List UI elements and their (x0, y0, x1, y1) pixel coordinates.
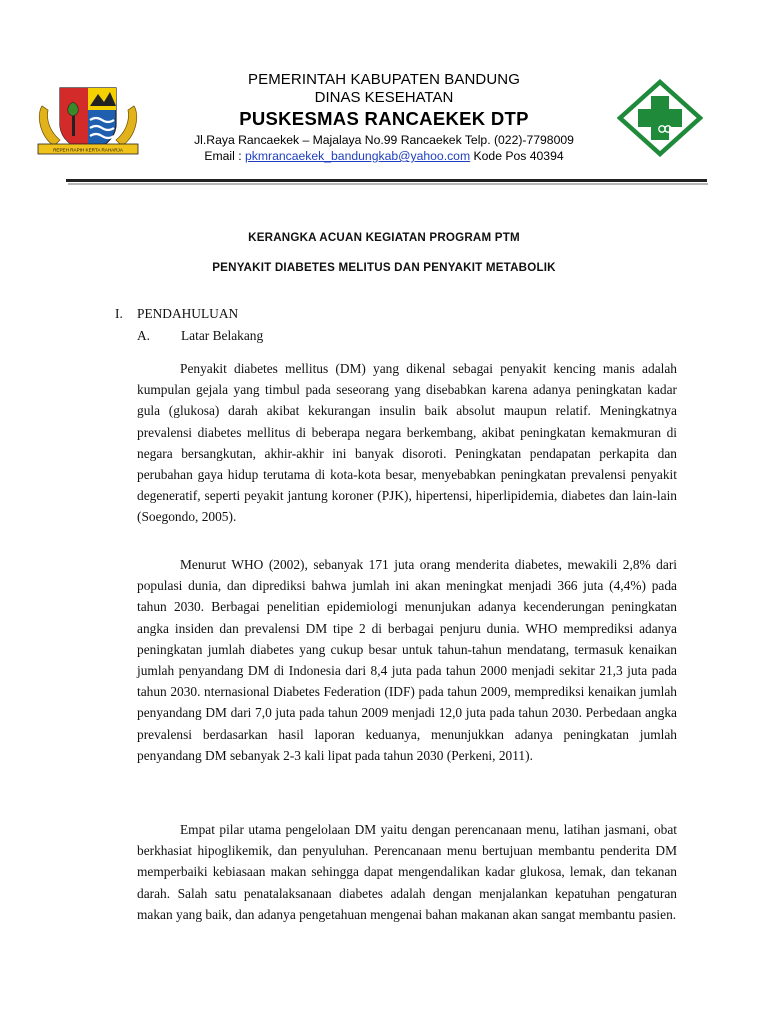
paragraph: Penyakit diabetes mellitus (DM) yang dikenal sebagai penyakit kencing manis adalah kumpulan gejala yang timbul pada seseorang yang disebabkan karena adanya peningkatan kadar gula (glukosa) darah akibat kekurangan insulin baik absolut maupun relatif. Meningkatnya prevalensi diabetes mellitus di beberapa negara berkembang, akibat peningkatan kemakmuran di negara bersangkutan, akhir-akhir ini banyak disoroti. Peningkatan pendapatan perkapita dan perubahan gaya hidup terutama di kota-kota besar, menyebabkan peningkatan prevalensi penyakit degeneratif, seperti peyakit jantung koroner (PJK), hipertensi, hiperlipidemia, diabetes dan lain-lain (Soegondo, 2005). (137, 361, 677, 525)
puskesmas-emblem-logo (617, 79, 703, 157)
letterhead-department: DINAS KESEHATAN (314, 89, 454, 106)
paragraph: Menurut WHO (2002), sebanyak 171 juta orang menderita diabetes, mewakili 2,8% dari populasi dunia, dan diprediksi bahwa jumlah ini akan meningkat menjadi 366 juta (4,4%) pada tahun 2030. Berbagai penelitian epidemiologi menunjukan adanya kecenderungan peningkatan angka insiden dan prevalensi DM tipe 2 di berbagai penjuru dunia. WHO memprediksi adanya peningkatan jumlah diabetes yang cukup besar untuk tahun-tahun mendatang, termasuk kenaikan jumlah penyandang DM di Indonesia dari 8,4 juta pada tahun 2000 menjadi sekitar 21,3 juta pada tahun 2030. nternasional Diabetes Federation (IDF) pada tahun 2009, memprediksi kenaikan jumlah penyandang DM dari 7,0 juta pada tahun 2009 menjadi 12,0 juta pada tahun 2030. Perbedaan angka prevalensi berdasarkan hasil laporan keduanya, menunjukkan adanya peningkatan jumlah penyandang DM sebanyak 2-3 kali lipat pada tahun 2030 (Perkeni, 2011). (137, 557, 677, 763)
email-link[interactable]: pkmrancaekek_bandungkab@yahoo.com (245, 149, 471, 163)
paragraph: Empat pilar utama pengelolaan DM yaitu dengan perencanaan menu, latihan jasmani, obat berkhasiat hipoglikemik, dan penyuluhan. Perencanaan menu bertujuan membantu penderita DM memperbaiki kebiasaan makan sehingga dapat mengendalikan kadar glukosa, lemak, dan tekanan darah. Salah satu penatalaksanaan diabetes adalah dengan menjalankan kepatuhan pengaturan makan yang baik, dan adanya pengetahuan mengenai bahan makanan akan sangat membantu pasien. (137, 822, 677, 922)
kabupaten-bandung-emblem-logo (34, 76, 142, 160)
letterhead (150, 70, 618, 164)
document-subtitle: PENYAKIT DIABETES MELITUS DAN PENYAKIT METABOLIK (212, 261, 556, 274)
letterhead-government: PEMERINTAH KABUPATEN BANDUNG (247, 71, 520, 88)
subsection-number: A. (137, 328, 151, 343)
letterhead-rule-shadow (68, 183, 708, 185)
section-number: I. (115, 306, 123, 321)
letterhead-rule (66, 179, 707, 182)
letterhead-address: Jl.Raya Rancaekek – Majalaya No.99 Rancaekek Telp. (022)-7798009 (194, 133, 574, 147)
letterhead-institution: PUSKESMAS RANCAEKEK DTP (239, 108, 529, 129)
section-heading: PENDAHULUAN (137, 306, 239, 321)
emblem-motto-text: REPEH RAPIH KERTA RAHARJA (53, 147, 123, 153)
document-title: KERANGKA ACUAN KEGIATAN PROGRAM PTM (248, 231, 520, 244)
email-label: Email : (204, 149, 245, 163)
subsection-heading: Latar Belakang (181, 328, 264, 343)
letterhead-contact (150, 148, 618, 164)
postal-code: Kode Pos 40394 (470, 149, 564, 163)
